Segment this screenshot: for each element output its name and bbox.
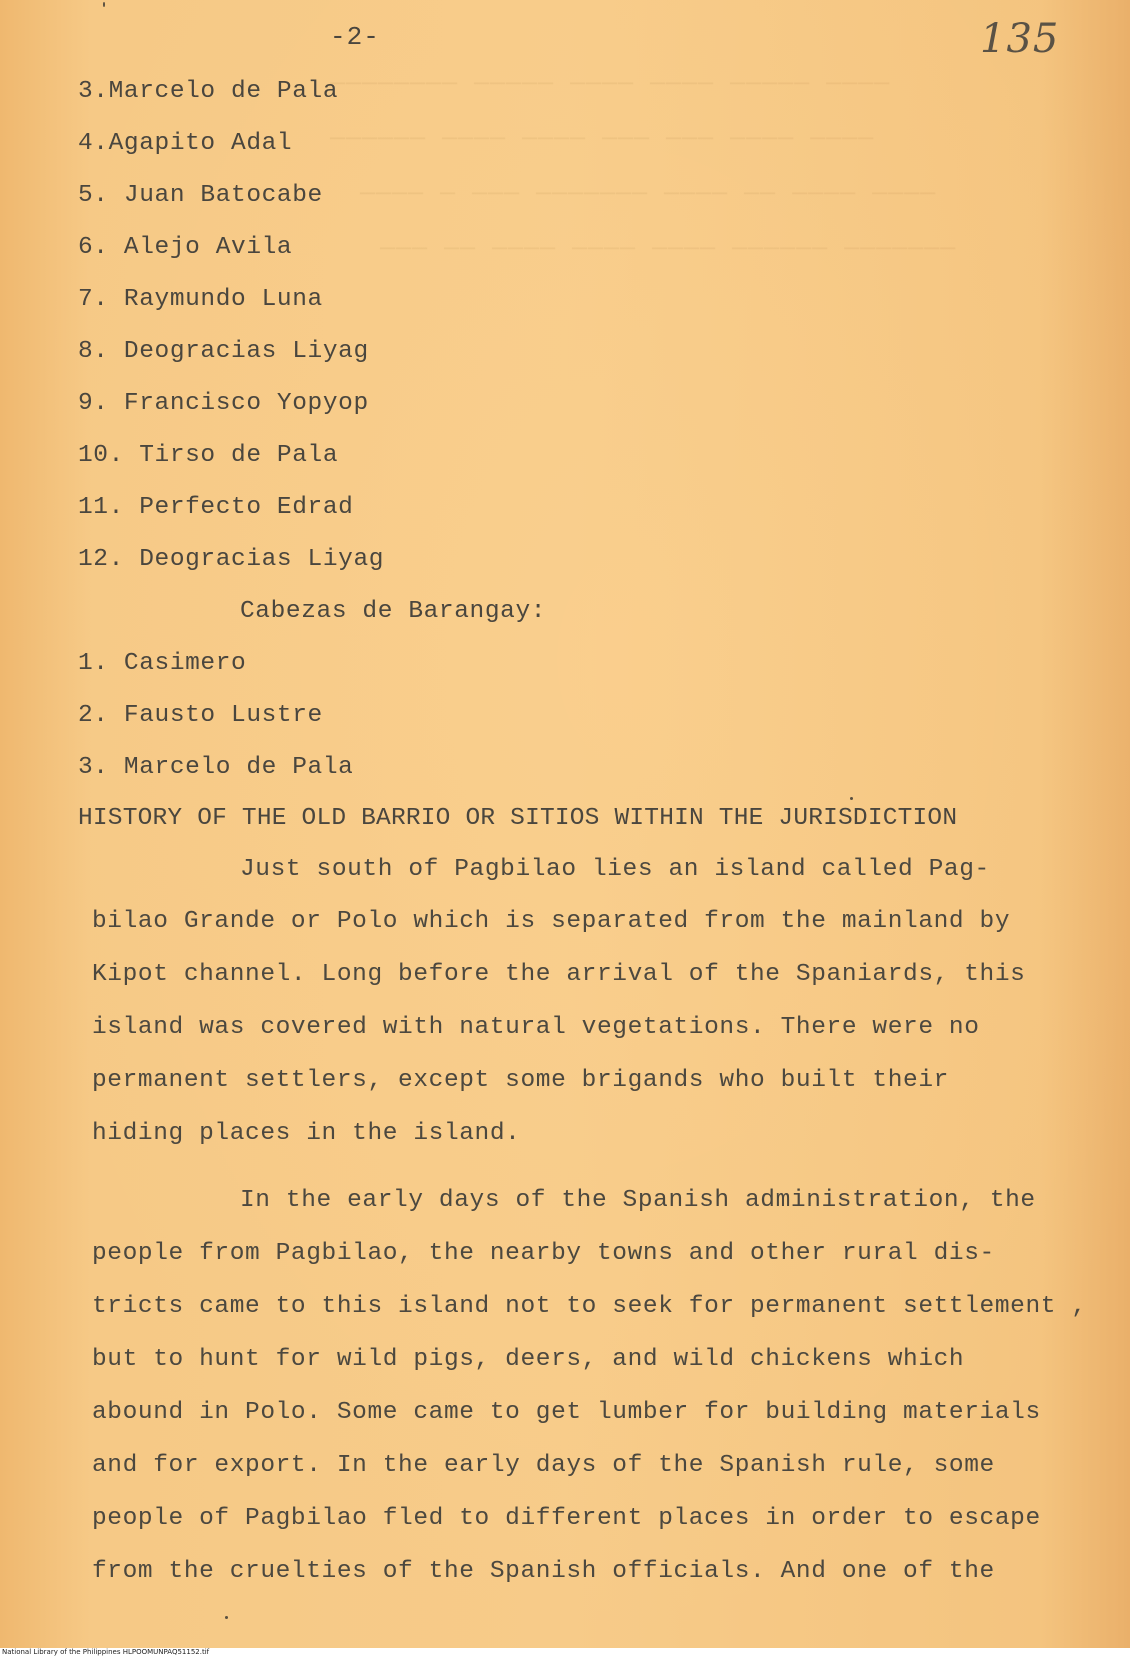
bleed-through-text: ─── ── ──── ──── ──── ────── ───────	[380, 235, 957, 264]
footer-caption: National Library of the Philippines HLPOOMUNPAQ51152.tif	[2, 1648, 210, 1656]
list-item: 8. Deogracias Liyag	[78, 338, 369, 365]
page-number: -2-	[330, 22, 380, 52]
paragraph-line: Kipot channel. Long before the arrival of the Spaniards, this	[92, 961, 1026, 988]
paper-speck	[225, 1616, 228, 1619]
list-item: 9. Francisco Yopyop	[78, 390, 369, 417]
list-item: 6. Alejo Avila	[78, 234, 293, 261]
paragraph-line: permanent settlers, except some brigands who built their	[92, 1067, 949, 1094]
paragraph-line: island was covered with natural vegetations. There were no	[92, 1014, 980, 1041]
cabezas-heading: Cabezas de Barangay:	[240, 598, 547, 625]
paragraph-line: people from Pagbilao, the nearby towns and other rural dis-	[92, 1240, 995, 1267]
handwritten-page-stamp: 135	[980, 16, 1060, 62]
paper-speck	[103, 2, 105, 7]
paragraph-line: from the cruelties of the Spanish officials. And one of the	[92, 1558, 995, 1585]
cabezas-item: 2. Fausto Lustre	[78, 702, 323, 729]
paragraph-line: bilao Grande or Polo which is separated from the mainland by	[92, 908, 1011, 935]
section-heading: HISTORY OF THE OLD BARRIO OR SITIOS WITHIN THE JURISDICTION	[78, 805, 958, 832]
list-item: 4.Agapito Adal	[78, 130, 293, 157]
list-item: 10. Tirso de Pala	[78, 442, 339, 469]
cabezas-item: 1. Casimero	[78, 650, 247, 677]
bleed-through-text: ────── ──── ──── ─── ─── ──── ────	[330, 125, 875, 154]
list-item: 3.Marcelo de Pala	[78, 78, 339, 105]
paragraph-line: Just south of Pagbilao lies an island called Pag-	[240, 856, 990, 883]
paragraph-line: people of Pagbilao fled to different places in order to escape	[92, 1505, 1041, 1532]
paragraph-line: and for export. In the early days of the Spanish rule, some	[92, 1452, 995, 1479]
list-item: 5. Juan Batocabe	[78, 182, 323, 209]
paragraph-line: hiding places in the island.	[92, 1120, 521, 1147]
paper-speck	[850, 797, 853, 800]
cabezas-item: 3. Marcelo de Pala	[78, 754, 354, 781]
paragraph-line: tricts came to this island not to seek for permanent settlement ,	[92, 1293, 1087, 1320]
paragraph-line: In the early days of the Spanish administration, the	[240, 1187, 1036, 1214]
paragraph-line: abound in Polo. Some came to get lumber for building materials	[92, 1399, 1041, 1426]
paragraph-line: but to hunt for wild pigs, deers, and wild chickens which	[92, 1346, 965, 1373]
bleed-through-text: ──── ─ ─── ─────── ──── ── ──── ────	[360, 180, 937, 209]
list-item: 7. Raymundo Luna	[78, 286, 323, 313]
list-item: 11. Perfecto Edrad	[78, 494, 354, 521]
list-item: 12. Deogracias Liyag	[78, 546, 385, 573]
bleed-through-text: ──────── ───── ──── ──── ───── ────	[330, 70, 891, 99]
